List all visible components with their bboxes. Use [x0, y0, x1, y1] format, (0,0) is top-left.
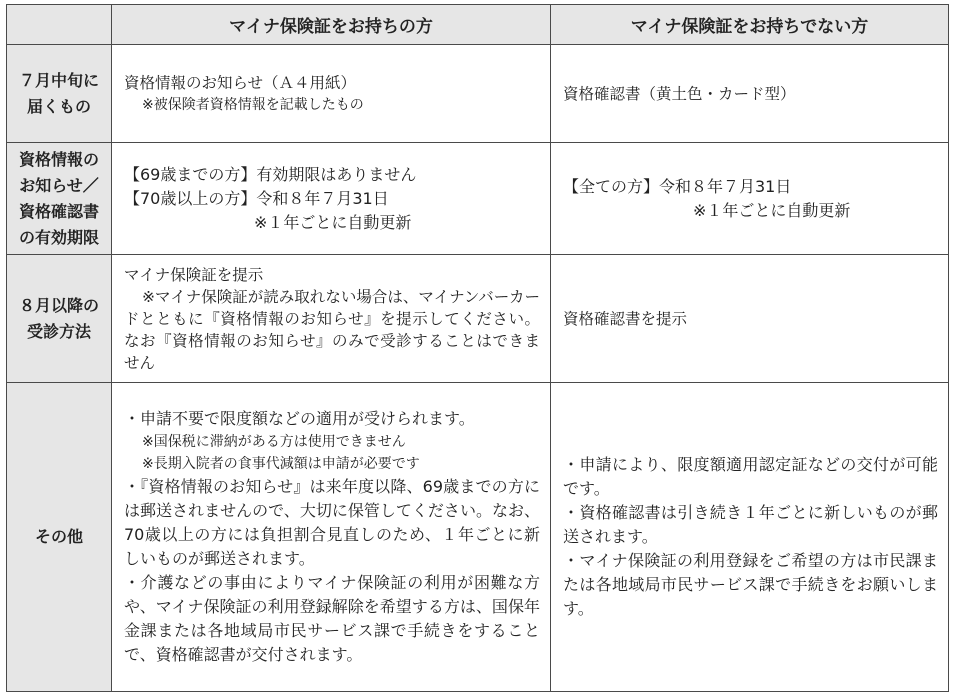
- table-row: [7, 143, 949, 255]
- cell-note: ※被保険者資格情報を記載したもの: [142, 96, 364, 113]
- cell-bullet: ・『資格情報のお知らせ』は来年度以降、69歳までの方には郵送されませんので、大切に保管してください。なお、70歳以上の方には負担割合見直しのため、１年ごとに新しいものが郵送されます。: [124, 477, 540, 568]
- row-label-other: [7, 383, 112, 692]
- cell-text: 資格確認書を提示: [563, 309, 688, 328]
- header-with-card: マイナ保険証をお持ちの方: [112, 5, 551, 45]
- cell-delivery-with: [112, 45, 551, 143]
- row-label-delivery: [7, 45, 112, 143]
- table-row: [7, 383, 949, 692]
- table-row: [7, 45, 949, 143]
- row-label-line: の有効期限: [18, 227, 99, 247]
- cell-bullet: ・申請により、限度額適用認定証などの交付が可能です。: [563, 455, 938, 498]
- cell-text: 資格確認書（黄土色・カード型）: [563, 84, 796, 103]
- row-label-line: ７月中旬に: [18, 70, 99, 90]
- cell-text: 【69歳までの方】有効期限はありません: [124, 164, 417, 184]
- cell-text: 【全ての方】令和８年７月31日: [563, 176, 792, 196]
- cell-validity-with: [112, 143, 551, 255]
- cell-note: ※マイナ保険証が読み取れない場合は、マイナンバーカードとともに『資格情報のお知らせ』を提示してください。なお『資格情報のお知らせ』のみで受診することはできません: [124, 287, 540, 372]
- cell-text: 資格情報のお知らせ（Ａ４用紙）: [124, 73, 357, 92]
- row-label-line: その他: [34, 527, 83, 546]
- cell-visit-without: [551, 255, 949, 383]
- cell-validity-without: [551, 143, 949, 255]
- cell-bullet: ・介護などの事由によりマイナ保険証の利用が困難な方や、マイナ保険証の利用登録解除を希望する方は、国保年金課または各地域局市民サービス課で手続きをすることで、資格確認書が交付されます。: [124, 573, 540, 664]
- table-row: [7, 255, 949, 383]
- cell-delivery-without: [551, 45, 949, 143]
- cell-note: ※国保税に滞納がある方は使用できません: [142, 434, 406, 450]
- row-label-line: ８月以降の: [18, 295, 99, 315]
- row-label-visit: [7, 255, 112, 383]
- row-label-line: 受診方法: [26, 321, 91, 341]
- header-without-card: マイナ保険証をお持ちでない方: [551, 5, 949, 45]
- cell-bullet: ・マイナ保険証の利用登録をご希望の方は市民課または各地域局市民サービス課で手続きをお願いします。: [563, 551, 938, 618]
- cell-other-with: [112, 383, 551, 692]
- cell-note: ※１年ごとに自動更新: [693, 200, 851, 220]
- insurance-comparison-table: [6, 4, 949, 692]
- header-corner: [7, 5, 112, 45]
- header-row: [7, 5, 949, 45]
- cell-other-without: [551, 383, 949, 692]
- cell-note: ※１年ごとに自動更新: [254, 212, 412, 232]
- cell-bullet: ・資格確認書は引き続き１年ごとに新しいものが郵送されます。: [563, 503, 938, 546]
- row-label-line: お知らせ／: [19, 175, 99, 195]
- cell-visit-with: [112, 255, 551, 383]
- row-label-line: 資格確認書: [18, 201, 99, 221]
- cell-note: ※長期入院者の食事代減額は申請が必要です: [142, 456, 420, 472]
- cell-bullet: ・申請不要で限度額などの適用が受けられます。: [124, 409, 475, 428]
- row-label-line: 届くもの: [26, 96, 91, 116]
- row-label-line: 資格情報の: [18, 149, 99, 169]
- cell-text: 【70歳以上の方】令和８年７月31日: [124, 188, 389, 208]
- cell-text: マイナ保険証を提示: [124, 265, 264, 284]
- row-label-validity: [7, 143, 112, 255]
